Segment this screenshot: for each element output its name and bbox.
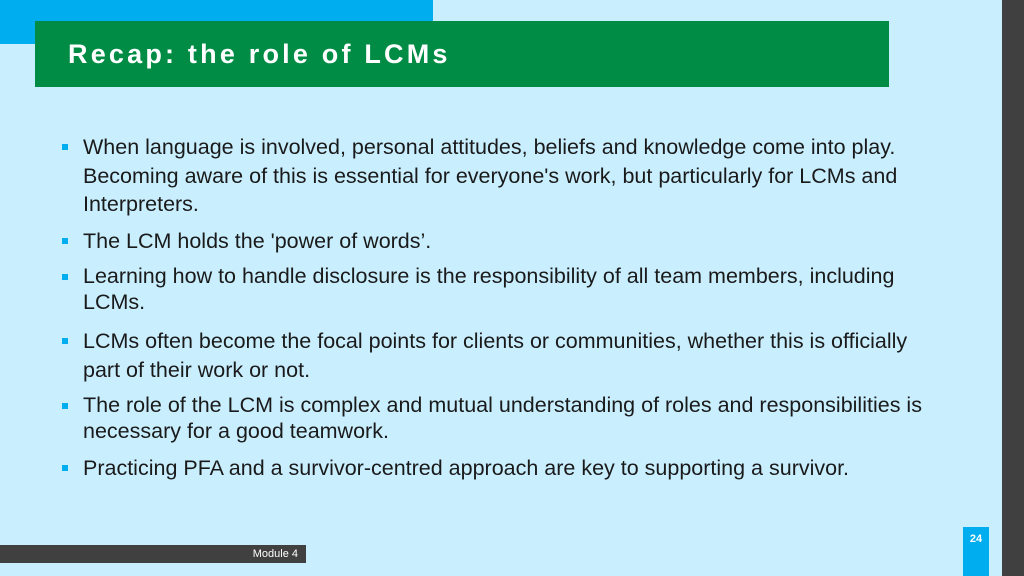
bullet-text: When language is involved, personal attitudes, beliefs and knowledge come into play. Becoming aware of this is essential for everyone's work, but particularly for LCMs and Interpreters. — [83, 135, 898, 216]
bullet-square-icon — [62, 144, 68, 150]
bullet-square-icon — [62, 238, 68, 244]
bullet-square-icon — [62, 403, 68, 409]
right-edge-bar — [1002, 0, 1024, 576]
footer-bar — [0, 545, 306, 563]
slide-title: Recap: the role of LCMs — [68, 38, 451, 69]
bullet-text: Learning how to handle disclosure is the responsibility of all team members, including LCMs. — [83, 264, 895, 314]
module-label: Module 4 — [252, 548, 298, 560]
bullet-item — [58, 133, 938, 219]
bullet-text: Practicing PFA and a survivor-centred approach are key to supporting a survivor. — [83, 456, 850, 480]
bullet-text: The LCM holds the 'power of words’. — [83, 228, 432, 253]
bullet-item — [58, 263, 938, 315]
bullet-square-icon — [62, 465, 68, 471]
bullet-item — [58, 454, 938, 483]
bullet-item — [58, 392, 938, 444]
bullet-text: The role of the LCM is complex and mutual understanding of roles and responsibilities is necessary for a good teamwork. — [83, 393, 922, 443]
bullet-item — [58, 227, 938, 256]
page-number: 24 — [969, 533, 983, 545]
title-banner — [35, 21, 889, 87]
bullet-square-icon — [62, 274, 68, 280]
bullet-square-icon — [62, 338, 68, 344]
bullet-item — [58, 327, 938, 384]
bullet-list — [58, 133, 938, 483]
bullet-text: LCMs often become the focal points for clients or communities, whether this is officially part of their work or not. — [83, 329, 908, 382]
page-number-box — [963, 527, 989, 576]
